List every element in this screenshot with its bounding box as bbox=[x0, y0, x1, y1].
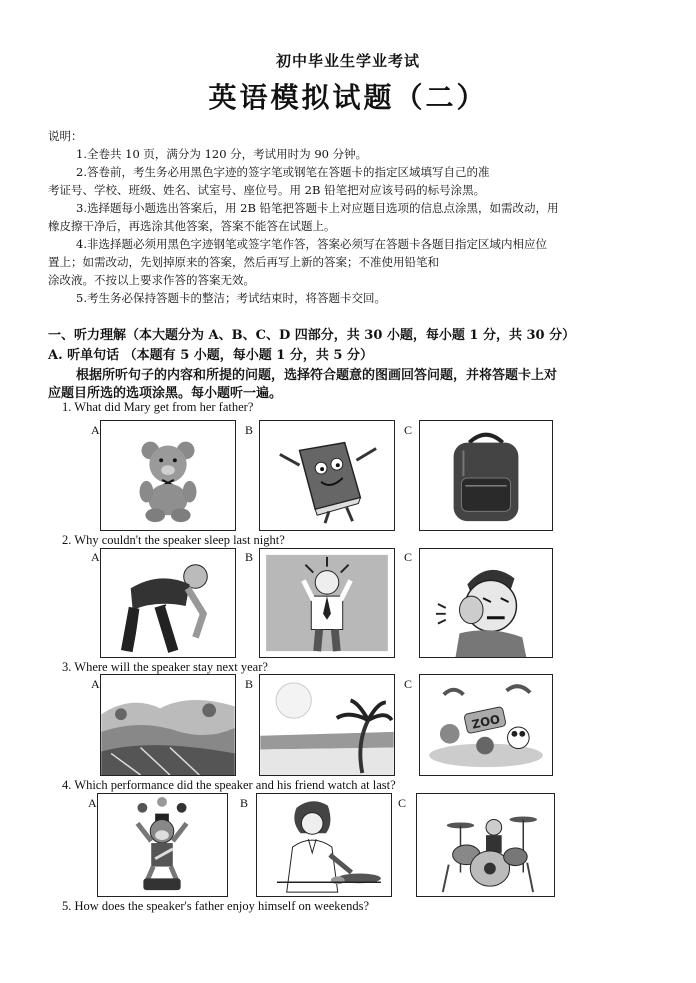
directions-line: 应题目所选的选项涂黑。每小题听一遍。 bbox=[48, 386, 283, 401]
question-4: 4. Which performance did the speaker and his friend watch at last? bbox=[62, 778, 396, 792]
option-label: C bbox=[398, 796, 407, 810]
exam-subtitle: 初中毕业生学业考试 bbox=[275, 52, 420, 70]
headache-stress-image[interactable] bbox=[259, 548, 395, 658]
directions-line: 根据所听句子的内容和所提的问题，选择符合题意的图画回答问题，并将答题卡上对 bbox=[76, 368, 558, 383]
option-label: B bbox=[240, 796, 249, 810]
zoo-image[interactable] bbox=[419, 674, 553, 776]
instruction-line: 1.全卷共 10 页，满分为 120 分，考试用时为 90 分钟。 bbox=[76, 147, 368, 161]
toothache-image[interactable] bbox=[419, 548, 553, 658]
juggling-monkey-image[interactable] bbox=[97, 793, 228, 897]
teddy-bear-image[interactable] bbox=[100, 420, 236, 531]
backache-image[interactable] bbox=[100, 548, 236, 658]
instruction-line: 3.选择题每小题选出答案后，用 2B 铅笔把答题卡上对应题目选项的信息点涂黑，如需改动，用 bbox=[76, 201, 559, 215]
countryside-image[interactable] bbox=[100, 674, 236, 776]
magician-image[interactable] bbox=[256, 793, 392, 897]
option-label: C bbox=[404, 677, 413, 691]
option-label: B bbox=[245, 550, 254, 564]
instruction-line: 2.答卷前，考生务必用黑色字迹的签字笔或钢笔在答题卡的指定区域填写自己的准 bbox=[76, 165, 490, 179]
instruction-line: 置上；如需改动，先划掉原来的答案，然后再写上新的答案；不准使用铅笔和 bbox=[48, 255, 439, 269]
option-label: C bbox=[404, 550, 413, 564]
option-label: A bbox=[91, 423, 100, 437]
instruction-line: 5.考生务必保持答题卡的整洁；考试结束时，将答题卡交回。 bbox=[76, 291, 386, 305]
instructions-heading: 说明： bbox=[48, 129, 83, 143]
instruction-line: 考证号、学校、班级、姓名、试室号、座位号。用 2B 铅笔把对应该号码的标号涂黑。 bbox=[48, 183, 486, 197]
exam-title: 英语模拟试题（二） bbox=[208, 81, 488, 114]
option-label: A bbox=[91, 550, 100, 564]
option-label: B bbox=[245, 677, 254, 691]
cartoon-book-image[interactable] bbox=[259, 420, 395, 531]
question-1: 1. What did Mary get from her father? bbox=[62, 400, 254, 414]
question-5: 5. How does the speaker's father enjoy himself on weekends? bbox=[62, 899, 370, 913]
part-a-title: A. 听单句话 （本题有 5 小题，每小题 1 分，共 5 分） bbox=[48, 348, 373, 363]
option-label: A bbox=[91, 677, 100, 691]
instruction-line: 4.非选择题必须用黑色字迹钢笔或签字笔作答，答案必须写在答题卡各题目指定区域内相应位 bbox=[76, 237, 547, 251]
backpack-image[interactable] bbox=[419, 420, 553, 531]
option-label: C bbox=[404, 423, 413, 437]
option-label: B bbox=[245, 423, 254, 437]
beach-image[interactable] bbox=[259, 674, 395, 776]
question-2: 2. Why couldn't the speaker sleep last night? bbox=[62, 533, 285, 547]
instruction-line: 涂改液。不按以上要求作答的答案无效。 bbox=[48, 273, 255, 287]
drum-show-image[interactable] bbox=[416, 793, 555, 897]
question-3: 3. Where will the speaker stay next year? bbox=[62, 660, 268, 674]
svg-text:ZOO: ZOO bbox=[470, 712, 502, 732]
instruction-line: 橡皮擦干净后，再选涂其他答案，答案不能答在试题上。 bbox=[48, 219, 336, 233]
section-title: 一、听力理解（本大题分为 A、B、C、D 四部分，共 30 小题，每小题 1 分，共 30 分） bbox=[48, 328, 576, 343]
option-label: A bbox=[88, 796, 97, 810]
